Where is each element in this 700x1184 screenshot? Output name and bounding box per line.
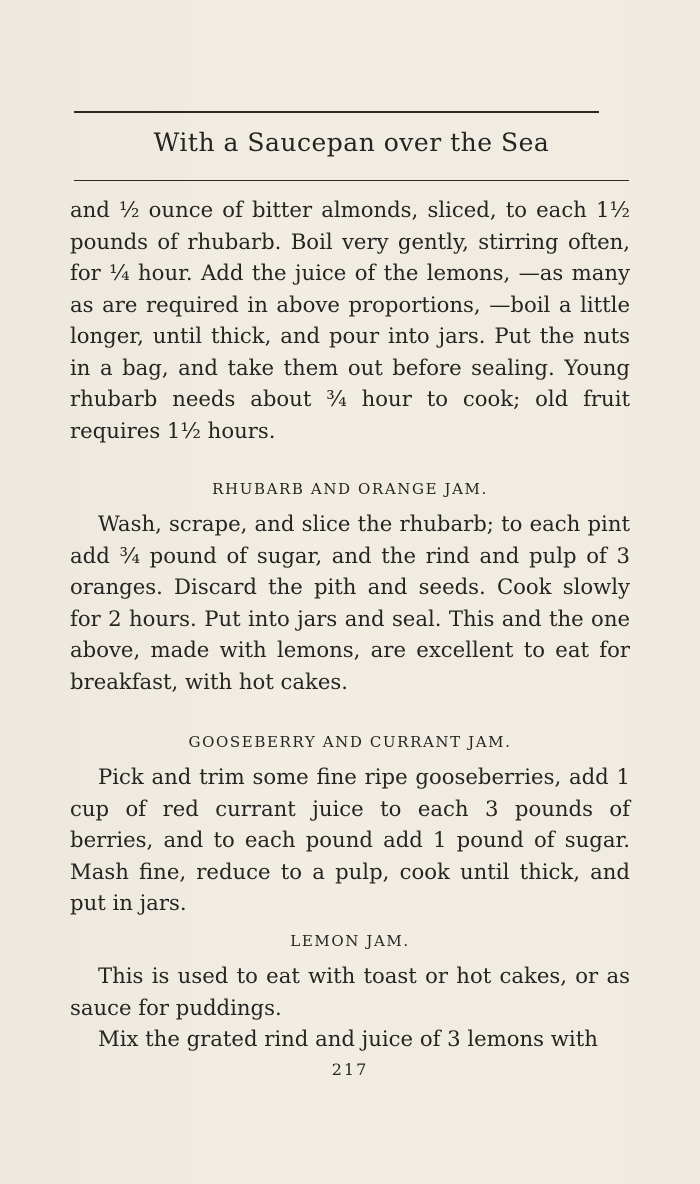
lemon-paragraphs [70, 960, 630, 1055]
running-head: With a Saucepan over the Sea [153, 128, 550, 157]
rhubarb-orange-text: Wash, scrape, and slice the rhubarb; to each pint add ¾ pound of sugar, and the rind and pulp of 3 oranges. Discard the pith and seeds. Cook slowly for 2 hours. Put into jars and seal. This and the one above, made with lemons, are excellent to eat for breakfast, with hot cakes. [70, 511, 630, 694]
header-bottom-rule [74, 180, 629, 181]
lemon-text-2: Mix the grated rind and juice of 3 lemons with [98, 1026, 598, 1051]
rhubarb-orange-paragraph [70, 508, 630, 697]
page-number: 217 [331, 1060, 369, 1079]
gooseberry-currant-text: Pick and trim some fine ripe gooseberries, add 1 cup of red currant juice to each 3 pounds of berries, and to each pound add 1 pound of sugar. Mash fine, reduce to a pulp, cook until thick, and put in jars. [70, 764, 630, 915]
header-top-rule [74, 111, 599, 113]
section-heading-gooseberry-currant: GOOSEBERRY AND CURRANT JAM. [188, 733, 512, 751]
section-heading-rhubarb-orange: RHUBARB AND ORANGE JAM. [212, 480, 488, 498]
continuation-text: and ½ ounce of bitter almonds, sliced, to each 1½ pounds of rhubarb. Boil very gently, stirring often, for ¼ hour. Add the juice of the lemons, —as many as are required in above proportions, —boil a little longer, until thick, and pour into jars. Put the nuts in a bag, and take them out before sealing. Young rhubarb needs about ¾ hour to cook; old fruit requires 1½ hours. [70, 197, 630, 443]
section-heading-lemon: LEMON JAM. [290, 932, 410, 950]
lemon-text-1: This is used to eat with toast or hot cakes, or as sauce for puddings. [70, 963, 630, 1020]
gooseberry-currant-paragraph [70, 761, 630, 919]
continuation-paragraph [70, 194, 630, 446]
